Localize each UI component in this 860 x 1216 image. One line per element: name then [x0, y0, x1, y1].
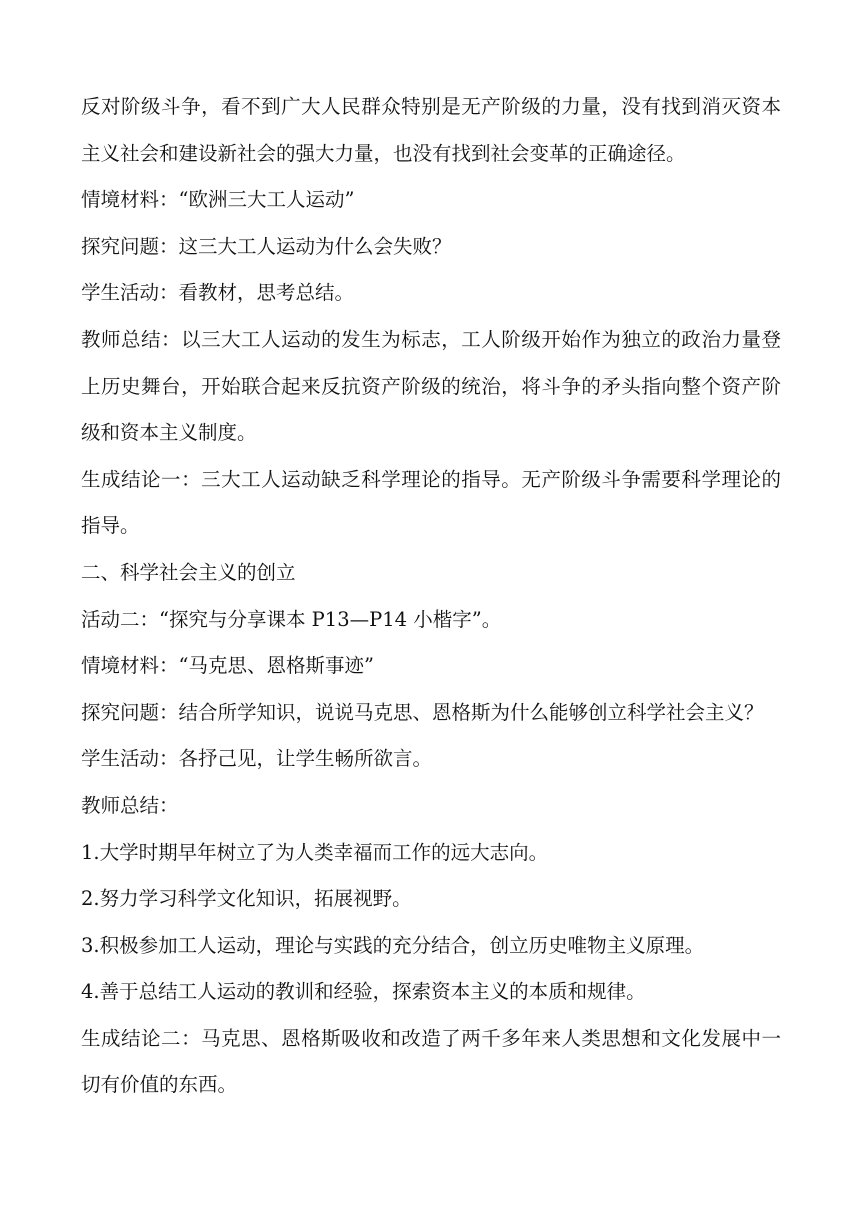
paragraph-activity-2: 活动二：“探究与分享课本 P13—P14 小楷字”。	[81, 607, 502, 631]
paragraph-conclusion-1: 生成结论一：三大工人运动缺乏科学理论的指导。无产阶级斗争需要科学理论的指导。	[81, 467, 781, 538]
paragraph-continuation: 反对阶级斗争，看不到广大人民群众特别是无产阶级的力量，没有找到消灭资本主义社会和建设新社会的强大力量，也没有找到社会变革的正确途径。	[81, 95, 781, 165]
paragraph-inquiry-question-1: 探究问题：这三大工人运动为什么会失败？	[81, 234, 452, 258]
list-item-2: 2.努力学习科学文化知识，拓展视野。	[81, 887, 412, 911]
paragraph-student-activity-2: 学生活动：各抒己见，让学生畅所欲言。	[81, 747, 433, 771]
list-item-4: 4.善于总结工人运动的教训和经验，探索资本主义的本质和规律。	[81, 980, 646, 1004]
document-body	[81, 84, 781, 1109]
paragraph-situation-material-2: 情境材料：“马克思、恩格斯事迹”	[81, 654, 374, 678]
paragraph-teacher-summary-1: 教师总结：以三大工人运动的发生为标志，工人阶级开始作为独立的政治力量登上历史舞台，开始联合起来反抗资产阶级的统治，将斗争的矛头指向整个资产阶级和资本主义制度。	[81, 327, 781, 445]
paragraph-situation-material-1: 情境材料：“欧洲三大工人运动”	[81, 188, 355, 212]
section-heading-2: 二、科学社会主义的创立	[81, 560, 296, 584]
paragraph-teacher-summary-2: 教师总结：	[81, 793, 179, 817]
paragraph-student-activity-1: 学生活动：看教材，思考总结。	[81, 281, 355, 305]
list-item-1: 1.大学时期早年树立了为人类幸福而工作的远大志向。	[81, 840, 549, 864]
list-item-3: 3.积极参加工人运动，理论与实践的充分结合，创立历史唯物主义原理。	[81, 933, 705, 957]
paragraph-inquiry-question-2: 探究问题：结合所学知识，说说马克思、恩格斯为什么能够创立科学社会主义？	[81, 700, 764, 724]
paragraph-conclusion-2: 生成结论二：马克思、恩格斯吸收和改造了两千多年来人类思想和文化发展中一切有价值的东西。	[81, 1026, 781, 1097]
